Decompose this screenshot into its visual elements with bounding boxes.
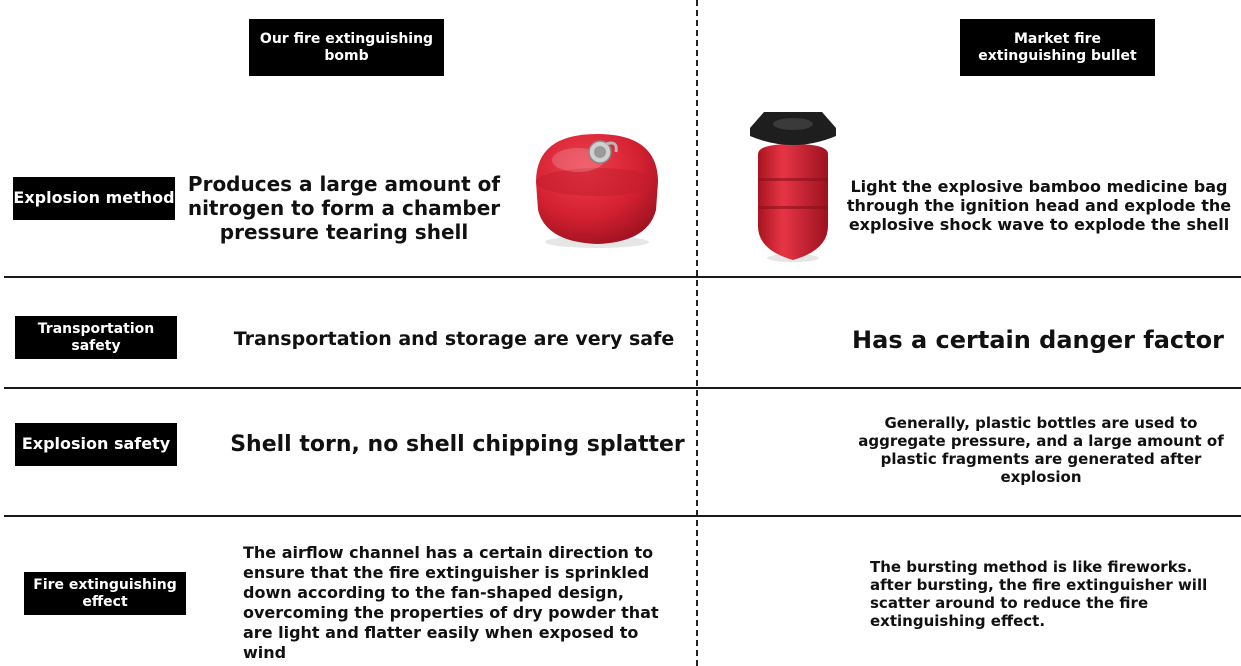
header-market: Market fire extinguishing bullet (960, 19, 1155, 76)
label-explosion-safety: Explosion safety (15, 423, 177, 466)
row4-ours-text: The airflow channel has a certain direction to ensure that the fire extinguisher is sprinkled down according to the fan-shaped design, overcoming the properties of dry powder that are light and flatter easily when exposed to wind (243, 543, 659, 662)
row2-market-text: Has a certain danger factor (852, 326, 1224, 354)
label-transportation-safety: Transportation safety (15, 316, 177, 359)
row1-ours-text: Produces a large amount of nitrogen to form a chamber pressure tearing shell (187, 172, 501, 244)
label-fire-extinguishing-effect: Fire extinguishing effect (24, 572, 186, 615)
label-explosion-method: Explosion method (13, 177, 175, 220)
column-divider (696, 0, 698, 666)
our-bomb-image (528, 120, 666, 250)
row3-ours-text: Shell torn, no shell chipping splatter (230, 432, 685, 457)
row-divider-3 (4, 515, 1241, 517)
row-divider-2 (4, 387, 1241, 389)
header-ours: Our fire extinguishing bomb (249, 19, 444, 76)
row4-market-text: The bursting method is like fireworks. after bursting, the fire extinguisher will scatter around to reduce the fire extinguishing effect. (870, 558, 1208, 630)
row1-market-text: Light the explosive bamboo medicine bag through the ignition head and explode the explosive shock wave to explode the shell (846, 177, 1232, 234)
row-divider-1 (4, 276, 1241, 278)
row2-ours-text: Transportation and storage are very safe (233, 328, 675, 350)
market-bullet-image (744, 110, 842, 265)
row3-market-text: Generally, plastic bottles are used to aggregate pressure, and a large amount of plastic fragments are generated after explosion (858, 414, 1224, 486)
